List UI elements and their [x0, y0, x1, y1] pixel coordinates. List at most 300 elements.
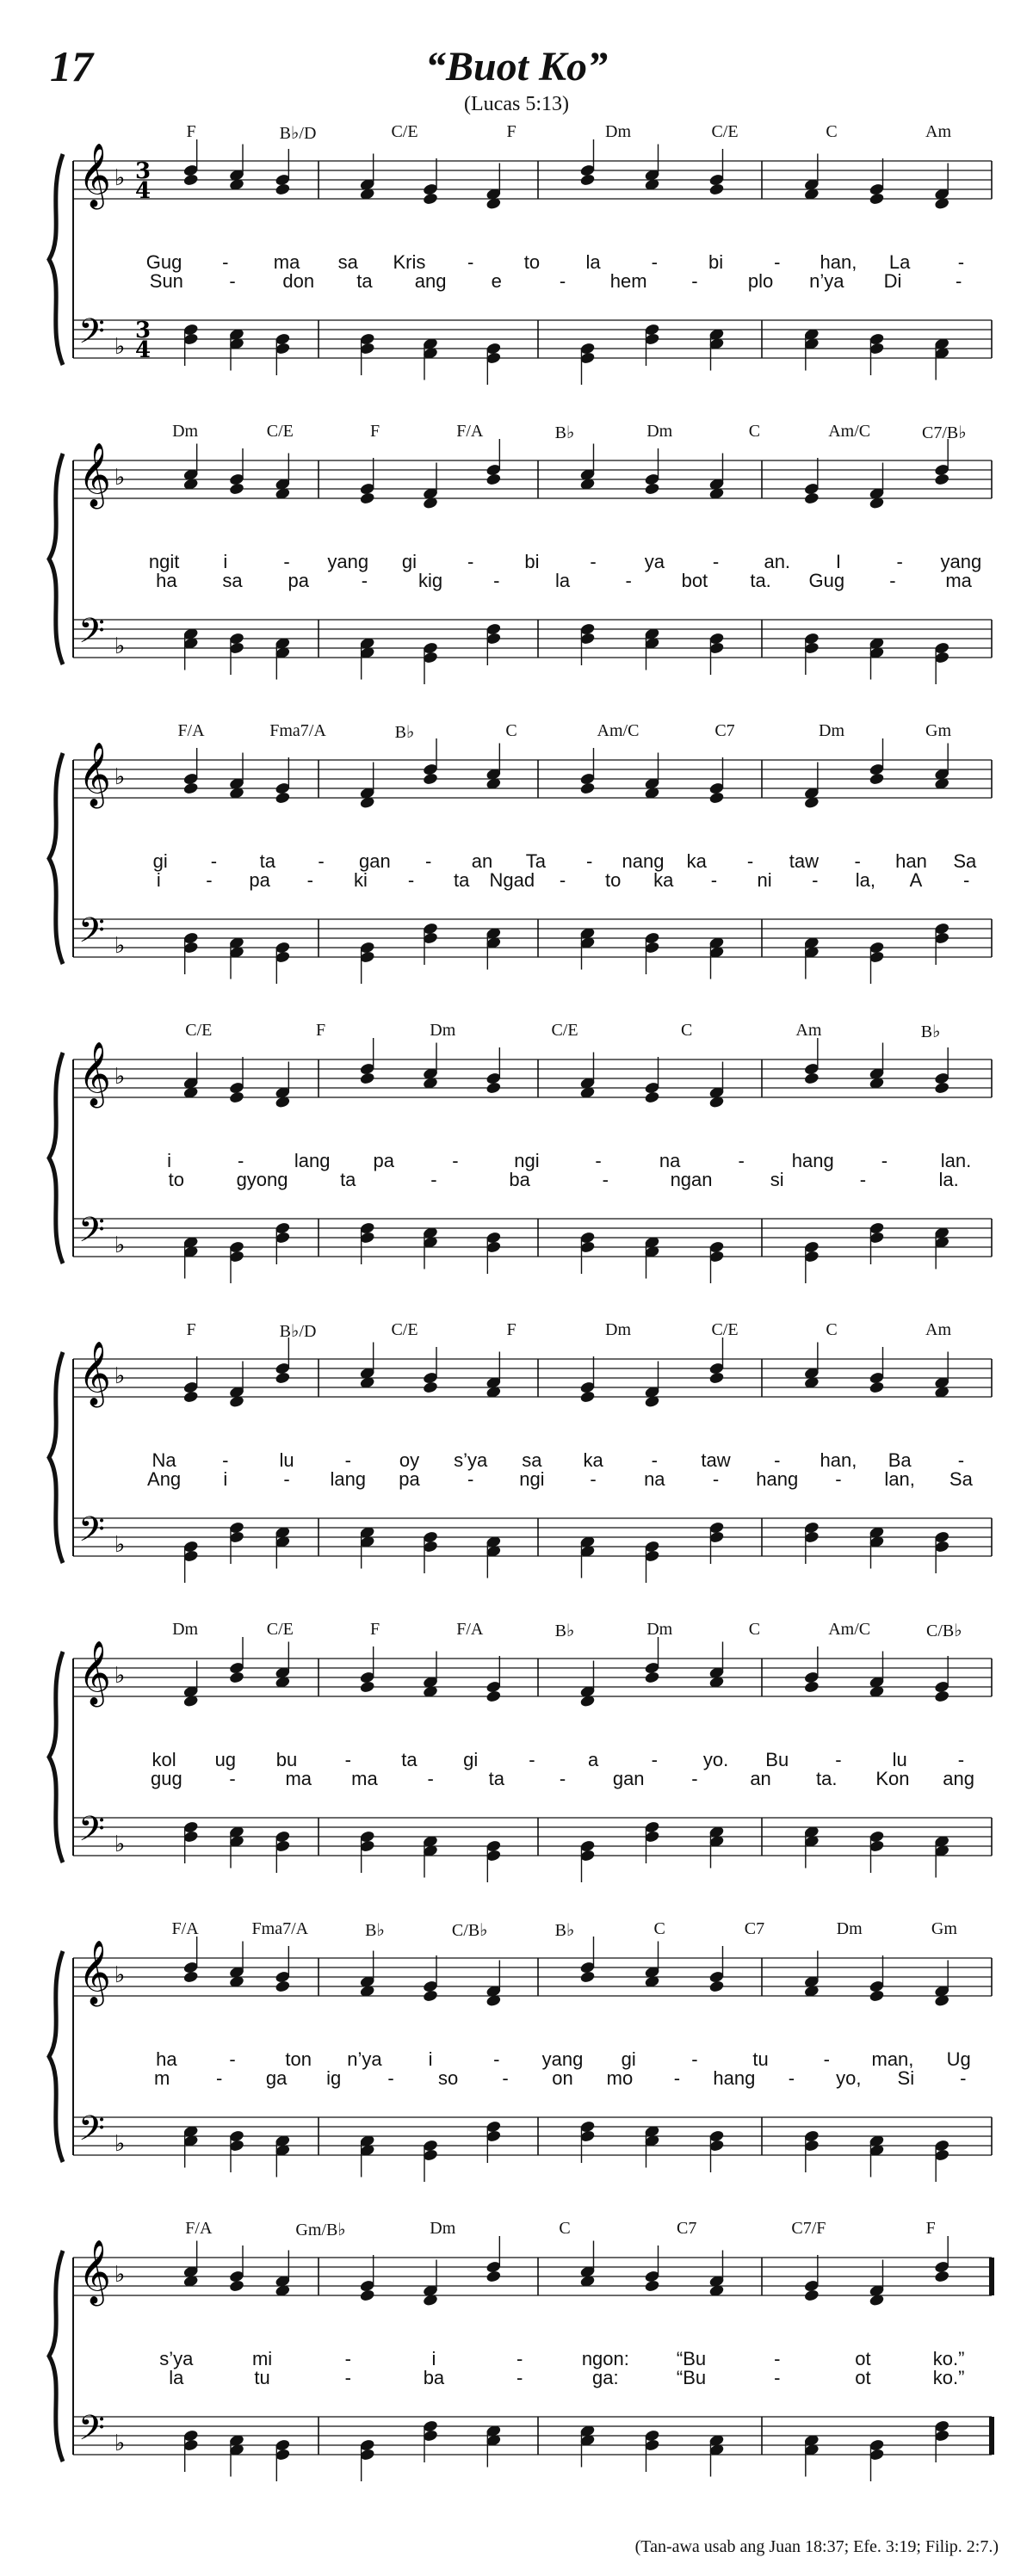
- lyric-syllable: s’ya: [159, 2348, 194, 2369]
- notehead: [579, 1390, 596, 1404]
- lyric-syllable: ang: [414, 270, 447, 292]
- notehead: [182, 173, 199, 187]
- lyric-syllable: -: [237, 1150, 244, 1171]
- lyric-syllable: -: [590, 1468, 597, 1490]
- lyric-syllable: oy: [399, 1449, 420, 1471]
- notehead: [708, 182, 725, 196]
- flat-icon: ♭: [114, 1232, 126, 1258]
- lyric-syllable: -: [318, 850, 325, 872]
- chord-symbol: C/E: [391, 1320, 418, 1339]
- lyric-syllable: taw: [701, 1449, 731, 1471]
- chord-symbol: Gm: [931, 1919, 957, 1938]
- lyric-syllable: -: [957, 251, 965, 273]
- chord-symbol: Fma7/A: [251, 1919, 309, 1938]
- chord-symbol: C/E: [711, 1320, 739, 1339]
- lyric-syllable: la,: [855, 869, 875, 891]
- lyric-syllable: la: [169, 2367, 184, 2388]
- scripture-reference: (Lucas 5:13): [464, 93, 569, 115]
- lyric-syllable: ba: [509, 1169, 530, 1190]
- lyric-syllable: ta: [488, 1768, 504, 1789]
- lyric-syllable: i: [428, 2048, 433, 2070]
- chord-symbol: Dm: [172, 422, 199, 441]
- cross-reference-footnote: (Tan-awa usab ang Juan 18:37; Efe. 3:19; Filip. 2:7.): [634, 2537, 999, 2556]
- notehead: [644, 482, 660, 496]
- notehead: [486, 1081, 502, 1095]
- lyric-syllable: -: [427, 1768, 434, 1789]
- chord-symbol: C7/F: [791, 2219, 826, 2238]
- lyric-syllable: -: [602, 1169, 609, 1190]
- chord-symbol: Fma7/A: [269, 721, 326, 740]
- hymn-number: 17: [50, 42, 93, 90]
- chord-symbol: F: [316, 1021, 326, 1040]
- chord-symbol: C: [826, 1320, 838, 1339]
- lyric-syllable: lang: [330, 1468, 367, 1490]
- chord-symbol: Dm: [172, 1620, 199, 1639]
- lyric-syllable: ta: [356, 270, 373, 292]
- chord-symbol: F: [186, 122, 196, 141]
- lyric-syllable: gug: [150, 1768, 182, 1789]
- lyric-syllable: plo: [747, 270, 774, 292]
- lyric-syllable: Sun: [149, 270, 183, 292]
- chord-symbol: C/E: [391, 122, 418, 141]
- system-brace: [49, 2251, 63, 2462]
- notehead: [229, 1090, 245, 1104]
- flat-icon: ♭: [114, 1832, 126, 1857]
- lyric-syllable: Gug: [808, 570, 845, 591]
- lyric-syllable: yo,: [836, 2067, 862, 2089]
- lyric-syllable: ba: [423, 2367, 445, 2388]
- lyric-syllable: ha: [156, 2048, 177, 2070]
- hymn-title: “Buot Ko”: [424, 44, 609, 90]
- lyric-syllable: -: [625, 570, 632, 591]
- treble-clef-icon: 𝄞: [78, 1941, 111, 2005]
- lyric-syllable: -: [216, 2067, 223, 2089]
- bass-clef-icon: 𝄢: [78, 2408, 105, 2456]
- lyric-syllable: -: [344, 1449, 351, 1471]
- lyric-syllable: ki: [353, 869, 368, 891]
- notehead: [275, 1980, 291, 1993]
- notehead: [934, 2270, 950, 2283]
- music-system: [0, 1021, 1033, 1331]
- lyric-syllable: to: [523, 251, 541, 273]
- lyric-syllable: -: [738, 1150, 745, 1171]
- lyric-syllable: -: [430, 1169, 437, 1190]
- notehead: [275, 182, 291, 196]
- lyric-syllable: -: [493, 2048, 500, 2070]
- notehead: [803, 491, 820, 505]
- lyric-syllable: ko.”: [932, 2348, 965, 2369]
- lyric-syllable: A: [909, 869, 923, 891]
- notehead: [423, 192, 439, 206]
- lyric-syllable: to: [168, 1169, 185, 1190]
- lyric-syllable: Kon: [875, 1768, 910, 1789]
- lyric-syllable: -: [673, 2067, 681, 2089]
- lyric-syllable: -: [283, 1468, 290, 1490]
- lyric-syllable: Ba: [888, 1449, 912, 1471]
- bass-clef-icon: 𝄢: [78, 611, 105, 659]
- lyric-syllable: ta.: [750, 570, 771, 591]
- flat-icon: ♭: [114, 633, 126, 659]
- lyric-syllable: -: [210, 850, 218, 872]
- bass-clef-icon: 𝄢: [78, 1210, 105, 1258]
- lyric-syllable: Di: [883, 270, 902, 292]
- treble-clef-icon: 𝄞: [78, 2240, 111, 2304]
- lyric-syllable: an: [471, 850, 493, 872]
- lyric-syllable: mi: [251, 2348, 273, 2369]
- notehead: [579, 1970, 596, 1984]
- lyric-syllable: -: [896, 551, 903, 572]
- notehead: [359, 2289, 375, 2302]
- lyric-syllable: “Bu: [676, 2348, 707, 2369]
- treble-clef-icon: 𝄞: [78, 1042, 111, 1106]
- lyric-syllable: i: [167, 1150, 171, 1171]
- lyric-syllable: ta: [340, 1169, 356, 1190]
- lyric-syllable: -: [361, 570, 368, 591]
- time-signature: 3: [135, 158, 152, 184]
- lyric-syllable: lu: [279, 1449, 294, 1471]
- lyric-syllable: yang: [940, 551, 982, 572]
- lyric-syllable: -: [559, 270, 566, 292]
- notehead: [869, 772, 885, 786]
- lyric-syllable: ma: [351, 1768, 378, 1789]
- lyric-syllable: Na: [152, 1449, 176, 1471]
- lyric-syllable: -: [881, 1150, 888, 1171]
- lyric-syllable: na: [644, 1468, 665, 1490]
- notehead: [229, 2279, 245, 2293]
- lyric-syllable: -: [823, 2048, 830, 2070]
- chord-symbol: F: [506, 122, 516, 141]
- notehead: [229, 482, 245, 496]
- chord-symbol: C/B♭: [451, 1921, 488, 1940]
- lyric-syllable: -: [774, 251, 781, 273]
- notehead: [275, 791, 291, 805]
- lyric-syllable: -: [854, 850, 861, 872]
- lyric-syllable: -: [774, 2367, 781, 2388]
- lyric-syllable: -: [963, 869, 970, 891]
- lyric-syllable: ngit: [148, 551, 180, 572]
- lyric-syllable: ot: [855, 2348, 871, 2369]
- lyric-syllable: Sa: [949, 1468, 973, 1490]
- notehead: [486, 2270, 502, 2283]
- music-system: [0, 422, 1033, 732]
- lyric-syllable: ot: [855, 2367, 871, 2388]
- lyric-syllable: to: [604, 869, 622, 891]
- lyric-syllable: -: [387, 2067, 394, 2089]
- lyric-syllable: i: [156, 869, 161, 891]
- treble-clef-icon: 𝄞: [78, 1342, 111, 1405]
- lyric-syllable: pa: [373, 1150, 395, 1171]
- notehead: [486, 1690, 502, 1703]
- notehead: [803, 1072, 820, 1085]
- flat-icon: ♭: [114, 2431, 126, 2456]
- music-system: [0, 2219, 1033, 2529]
- lyric-syllable: -: [206, 869, 213, 891]
- chord-symbol: Gm/B♭: [295, 2221, 346, 2239]
- system-brace: [49, 753, 63, 964]
- lyric-syllable: sa: [522, 1449, 542, 1471]
- chord-symbol: F/A: [456, 422, 484, 441]
- notehead: [869, 192, 885, 206]
- lyric-syllable: hang: [791, 1150, 834, 1171]
- notehead: [579, 781, 596, 795]
- system-brace: [49, 454, 63, 664]
- chord-symbol: B♭: [554, 1921, 575, 1940]
- music-system: [0, 1620, 1033, 1930]
- lyric-syllable: ha: [156, 570, 177, 591]
- lyric-syllable: -: [746, 850, 754, 872]
- lyric-syllable: -: [467, 1468, 474, 1490]
- lyric-syllable: Bu: [765, 1749, 789, 1770]
- lyric-syllable: gan: [612, 1768, 645, 1789]
- lyric-syllable: m: [154, 2067, 170, 2089]
- lyric-syllable: -: [467, 551, 474, 572]
- chord-symbol: Dm: [430, 1021, 456, 1040]
- chord-symbol: Am/C: [828, 1620, 871, 1639]
- lyric-syllable: pa: [399, 1468, 420, 1490]
- lyric-syllable: -: [283, 551, 290, 572]
- music-system: [0, 122, 1033, 432]
- lyric-syllable: bot: [681, 570, 708, 591]
- lyric-syllable: ga: [265, 2067, 288, 2089]
- lyric-syllable: lan.: [940, 1150, 972, 1171]
- lyric-syllable: ngi: [514, 1150, 540, 1171]
- lyric-syllable: la: [554, 570, 571, 591]
- lyric-syllable: Si: [897, 2067, 915, 2089]
- lyric-syllable: Ang: [147, 1468, 182, 1490]
- system-brace: [49, 1352, 63, 1563]
- lyric-syllable: i: [431, 2348, 436, 2369]
- chord-symbol: Dm: [646, 1620, 673, 1639]
- lyric-syllable: -: [651, 1449, 658, 1471]
- chord-symbol: Dm: [605, 122, 631, 141]
- chord-symbol: B♭: [365, 1921, 385, 1940]
- chord-symbol: C/E: [711, 122, 739, 141]
- notehead: [869, 1989, 885, 2003]
- flat-icon: ♭: [114, 1064, 126, 1090]
- chord-symbol: Am/C: [828, 422, 871, 441]
- lyric-syllable: ya: [644, 551, 665, 572]
- notehead: [182, 1390, 199, 1404]
- notehead: [359, 1072, 375, 1085]
- lyric-syllable: -: [222, 251, 229, 273]
- notehead: [359, 1680, 375, 1694]
- lyric-syllable: Gug: [145, 251, 182, 273]
- lyric-syllable: -: [585, 850, 593, 872]
- chord-symbol: C7: [677, 2219, 697, 2238]
- chord-symbol: Dm: [430, 2219, 456, 2238]
- system-brace: [49, 1951, 63, 2162]
- lyric-syllable: -: [229, 270, 236, 292]
- lyric-syllable: bi: [524, 551, 540, 572]
- lyric-syllable: s’ya: [454, 1449, 488, 1471]
- lyric-syllable: gi: [463, 1749, 479, 1770]
- notehead: [182, 1970, 199, 1984]
- lyric-syllable: -: [502, 2067, 509, 2089]
- lyric-syllable: i: [223, 551, 228, 572]
- flat-icon: ♭: [114, 1663, 126, 1689]
- lyric-syllable: -: [691, 270, 698, 292]
- flat-icon: ♭: [114, 933, 126, 959]
- treble-clef-icon: 𝄞: [78, 743, 111, 806]
- lyric-syllable: a: [587, 1749, 599, 1770]
- lyric-syllable: -: [812, 869, 819, 891]
- lyric-syllable: ig: [326, 2067, 342, 2089]
- lyric-syllable: taw: [789, 850, 820, 872]
- lyric-syllable: han,: [820, 251, 857, 273]
- bass-clef-icon: 𝄢: [78, 1510, 105, 1558]
- lyric-syllable: nang: [622, 850, 665, 872]
- lyric-syllable: -: [957, 1749, 965, 1770]
- lyric-syllable: -: [516, 2348, 523, 2369]
- notehead: [708, 1371, 725, 1385]
- lyric-syllable: -: [529, 1749, 535, 1770]
- lyric-syllable: -: [955, 270, 962, 292]
- treble-clef-icon: 𝄞: [78, 1641, 111, 1705]
- chord-symbol: C/E: [266, 422, 294, 441]
- chord-symbol: Am/C: [597, 721, 640, 740]
- lyric-syllable: on: [552, 2067, 573, 2089]
- chord-symbol: C: [559, 2219, 571, 2238]
- lyric-syllable: gi: [152, 850, 168, 872]
- notehead: [359, 491, 375, 505]
- lyric-syllable: gi: [621, 2048, 636, 2070]
- notehead: [803, 2289, 820, 2302]
- lyric-syllable: -: [691, 2048, 698, 2070]
- lyric-syllable: ang: [943, 1768, 974, 1789]
- lyric-syllable: I: [835, 551, 842, 572]
- lyric-syllable: -: [229, 2048, 236, 2070]
- lyric-syllable: -: [651, 1749, 658, 1770]
- chord-symbol: F/A: [456, 1620, 484, 1639]
- chord-symbol: Am: [925, 1320, 951, 1339]
- treble-clef-icon: 𝄞: [78, 443, 111, 507]
- notehead: [869, 1381, 885, 1394]
- system-brace: [49, 1053, 63, 1263]
- flat-icon: ♭: [114, 165, 126, 191]
- lyric-syllable: -: [425, 850, 432, 872]
- lyric-syllable: La: [888, 251, 911, 273]
- chord-symbol: F/A: [185, 2219, 213, 2238]
- lyric-syllable: hang: [713, 2067, 756, 2089]
- chord-symbol: C/B♭: [926, 1622, 962, 1640]
- lyric-syllable: ta: [259, 850, 275, 872]
- time-signature: 3: [135, 318, 152, 343]
- bass-clef-icon: 𝄢: [78, 2109, 105, 2157]
- bass-clef-icon: 𝄢: [78, 911, 105, 959]
- chord-symbol: B♭: [394, 723, 415, 742]
- lyric-syllable: an.: [764, 551, 791, 572]
- chord-symbol: Dm: [819, 721, 844, 740]
- lyric-syllable: ta.: [816, 1768, 838, 1789]
- lyric-syllable: ngon:: [581, 2348, 629, 2369]
- lyric-syllable: ug: [214, 1749, 237, 1770]
- chord-symbol: B♭: [554, 423, 575, 442]
- chord-symbol: C7: [714, 721, 735, 740]
- lyric-syllable: ka: [583, 1449, 603, 1471]
- lyric-syllable: -: [467, 251, 474, 273]
- lyric-syllable: so: [437, 2067, 459, 2089]
- chord-symbol: Gm: [925, 721, 951, 740]
- lyric-syllable: Kris: [393, 251, 426, 273]
- chord-symbol: C/E: [185, 1021, 213, 1040]
- lyric-syllable: -: [788, 2067, 795, 2089]
- music-system: [0, 1320, 1033, 1630]
- notehead: [229, 1671, 245, 1684]
- lyric-syllable: -: [344, 2348, 351, 2369]
- lyric-syllable: tu: [752, 2048, 769, 2070]
- lyric-syllable: -: [595, 1150, 602, 1171]
- chord-symbol: F: [369, 422, 380, 441]
- time-signature: 4: [135, 178, 152, 204]
- lyric-syllable: mo: [606, 2067, 634, 2089]
- chord-symbol: Dm: [646, 422, 673, 441]
- lyric-syllable: hang: [756, 1468, 799, 1490]
- lyric-syllable: lang: [294, 1150, 331, 1171]
- lyric-syllable: na: [659, 1150, 681, 1171]
- lyric-syllable: -: [710, 869, 718, 891]
- lyric-syllable: si: [770, 1169, 784, 1190]
- lyric-syllable: -: [306, 869, 313, 891]
- lyric-syllable: Ug: [946, 2048, 971, 2070]
- notehead: [934, 1690, 950, 1703]
- lyric-syllable: han,: [820, 1449, 857, 1471]
- music-system: [0, 721, 1033, 1031]
- chord-symbol: C: [748, 422, 761, 441]
- chord-symbol: Dm: [605, 1320, 631, 1339]
- chord-symbol: C: [748, 1620, 761, 1639]
- lyric-syllable: -: [344, 1749, 351, 1770]
- lyric-syllable: -: [960, 2067, 967, 2089]
- notehead: [708, 791, 725, 805]
- notehead: [423, 772, 439, 786]
- lyric-syllable: don: [282, 270, 315, 292]
- lyric-syllable: -: [774, 1449, 781, 1471]
- lyric-syllable: ma: [945, 570, 972, 591]
- chord-symbol: F/A: [171, 1919, 199, 1938]
- lyric-syllable: -: [691, 1768, 698, 1789]
- lyric-syllable: han: [895, 850, 927, 872]
- chord-symbol: F/A: [177, 721, 205, 740]
- lyric-syllable: ton: [285, 2048, 312, 2070]
- chord-symbol: C7/B♭: [922, 423, 967, 442]
- lyric-syllable: -: [559, 869, 566, 891]
- lyric-syllable: yang: [541, 2048, 584, 2070]
- lyric-syllable: -: [229, 1768, 236, 1789]
- music-system: [0, 1919, 1033, 2229]
- chord-symbol: C: [505, 721, 517, 740]
- lyric-syllable: -: [712, 551, 720, 572]
- lyric-syllable: ngi: [519, 1468, 545, 1490]
- lyric-syllable: ta: [454, 869, 470, 891]
- lyric-syllable: -: [859, 1169, 867, 1190]
- lyric-syllable: -: [590, 551, 597, 572]
- lyric-syllable: ta: [401, 1749, 418, 1770]
- chord-symbol: B♭: [920, 1022, 941, 1041]
- lyric-syllable: -: [774, 2348, 781, 2369]
- chord-symbol: F: [925, 2219, 936, 2238]
- lyric-syllable: ngan: [670, 1169, 713, 1190]
- flat-icon: ♭: [114, 2262, 126, 2288]
- time-signature: 4: [135, 337, 152, 363]
- chord-symbol: C/E: [551, 1021, 578, 1040]
- lyric-syllable: ni: [757, 869, 772, 891]
- lyric-syllable: ka: [653, 869, 674, 891]
- lyric-syllable: -: [559, 1768, 566, 1789]
- chord-symbol: B♭/D: [279, 124, 317, 143]
- lyric-syllable: -: [651, 251, 658, 273]
- lyric-syllable: ma: [273, 251, 300, 273]
- lyric-syllable: -: [712, 1468, 720, 1490]
